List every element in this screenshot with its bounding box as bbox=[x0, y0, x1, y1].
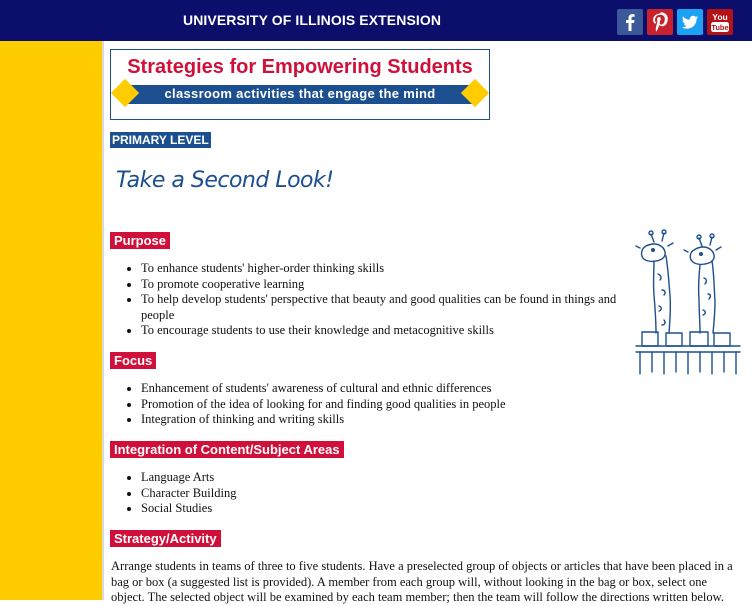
svg-text:You: You bbox=[712, 12, 728, 22]
focus-heading: Focus bbox=[110, 352, 156, 369]
banner-title: Strategies for Empowering Students bbox=[127, 56, 473, 78]
list-item: • Character Building bbox=[141, 486, 626, 502]
youtube-icon[interactable] bbox=[707, 9, 733, 35]
focus-list bbox=[111, 381, 626, 428]
svg-text:Tube: Tube bbox=[711, 23, 729, 32]
list-item: • Language Arts bbox=[141, 470, 626, 486]
list-item: • To promote cooperative learning bbox=[141, 277, 626, 293]
list-item: • To enhance students' higher-order thinking skills bbox=[141, 261, 626, 277]
program-banner[interactable] bbox=[110, 49, 490, 120]
strategy-heading: Strategy/Activity bbox=[110, 530, 221, 547]
top-header-bar bbox=[0, 0, 752, 41]
purpose-list bbox=[111, 261, 626, 339]
site-title[interactable]: UNIVERSITY OF ILLINOIS EXTENSION bbox=[183, 12, 442, 28]
left-sidebar bbox=[0, 41, 102, 600]
strategy-paragraph: Arrange students in teams of three to five students. Have a preselected group of objects or articles that have been placed in a bag or box (a suggested list is provided). A member from each group will, without looking in the bag or box, select one object. The selected object will be examined by each team member; then the team will follow the directions written below. bbox=[111, 559, 733, 604]
sidebar-divider bbox=[102, 41, 104, 600]
twitter-icon[interactable] bbox=[677, 9, 703, 35]
pinterest-icon[interactable] bbox=[647, 9, 673, 35]
integration-list bbox=[111, 470, 626, 517]
list-item: • Integration of thinking and writing skills bbox=[141, 412, 626, 428]
giraffes-illustration bbox=[632, 228, 744, 378]
facebook-icon[interactable] bbox=[617, 9, 643, 35]
list-item: • To encourage students to use their knowledge and metacognitive skills bbox=[141, 323, 626, 339]
list-item: • To help develop students' perspective that beauty and good qualities can be found in things and people bbox=[141, 292, 626, 323]
list-item: • Promotion of the idea of looking for and finding good qualities in people bbox=[141, 397, 626, 413]
list-item: • Social Studies bbox=[141, 501, 626, 517]
banner-subtitle: classroom activities that engage the mind bbox=[164, 86, 436, 101]
purpose-heading: Purpose bbox=[110, 232, 170, 249]
integration-heading: Integration of Content/Subject Areas bbox=[110, 441, 344, 458]
level-badge: PRIMARY LEVEL bbox=[112, 133, 209, 147]
list-item: • Enhancement of students' awareness of cultural and ethnic differences bbox=[141, 381, 626, 397]
page-title: Take a Second Look! bbox=[116, 168, 334, 193]
